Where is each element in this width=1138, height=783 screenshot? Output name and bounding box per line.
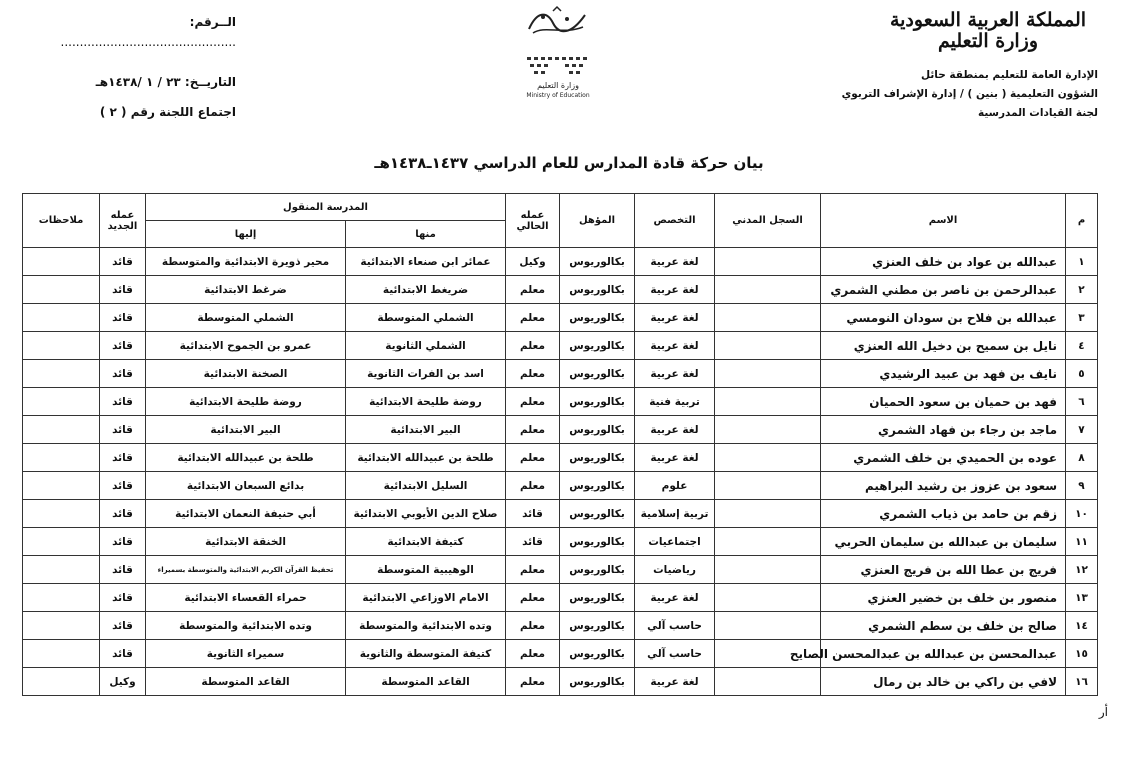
cell-new-job: قائد bbox=[100, 360, 146, 388]
table-row bbox=[23, 360, 1098, 388]
cell-notes bbox=[23, 556, 100, 584]
cell-specialty: حاسب آلي bbox=[635, 640, 715, 668]
ministry-of-education-logo-icon bbox=[523, 55, 593, 77]
cell-specialty: لغة عربية bbox=[635, 304, 715, 332]
cell-name: عوده بن الحميدي بن خلف الشمري bbox=[821, 444, 1066, 472]
header-num: م bbox=[1066, 194, 1098, 248]
cell-civil bbox=[715, 332, 821, 360]
cell-civil bbox=[715, 360, 821, 388]
cell-num: ٢ bbox=[1066, 276, 1098, 304]
cell-from: طلحة بن عبيدالله الابتدائية bbox=[346, 444, 506, 472]
cell-notes bbox=[23, 584, 100, 612]
cell-qualification: بكالوريوس bbox=[560, 388, 635, 416]
cell-qualification: بكالوريوس bbox=[560, 668, 635, 696]
cell-to: الخنقة الابتدائية bbox=[146, 528, 346, 556]
table-row bbox=[23, 528, 1098, 556]
cell-qualification: بكالوريوس bbox=[560, 528, 635, 556]
table-row bbox=[23, 388, 1098, 416]
cell-qualification: بكالوريوس bbox=[560, 248, 635, 276]
cell-name: صالح بن خلف بن سطم الشمري bbox=[821, 612, 1066, 640]
cell-notes bbox=[23, 668, 100, 696]
meeting-number: اجتماع اللجنة رقم ( ٢ ) bbox=[99, 105, 236, 119]
cell-new-job: قائد bbox=[100, 332, 146, 360]
cell-new-job: قائد bbox=[100, 388, 146, 416]
cell-notes bbox=[23, 304, 100, 332]
table-row bbox=[23, 444, 1098, 472]
cell-num: ٦ bbox=[1066, 388, 1098, 416]
cell-new-job: قائد bbox=[100, 444, 146, 472]
cell-to: البير الابتدائية bbox=[146, 416, 346, 444]
reference-dots: .............................................. bbox=[60, 35, 236, 49]
cell-new-job: قائد bbox=[100, 276, 146, 304]
cell-num: ١ bbox=[1066, 248, 1098, 276]
header-new-job bbox=[100, 194, 146, 248]
header-new-job-line2: الجديد bbox=[107, 220, 138, 232]
cell-to: أبي حنيفة النعمان الابتدائية bbox=[146, 500, 346, 528]
cell-new-job: قائد bbox=[100, 528, 146, 556]
cell-qualification: بكالوريوس bbox=[560, 472, 635, 500]
cell-name: نايل بن سميح بن دخيل الله العنزي bbox=[821, 332, 1066, 360]
cell-from: الوهيبية المتوسطة bbox=[346, 556, 506, 584]
cell-specialty: تربية إسلامية bbox=[635, 500, 715, 528]
header-to: إليها bbox=[146, 221, 346, 248]
header-line-3: لجنة القيادات المدرسية bbox=[977, 107, 1098, 119]
cell-to: الشملي المتوسطة bbox=[146, 304, 346, 332]
cell-qualification: بكالوريوس bbox=[560, 332, 635, 360]
logo-english-caption: Ministry of Education bbox=[526, 92, 590, 99]
cell-new-job: وكيل bbox=[100, 668, 146, 696]
cell-current-job: معلم bbox=[506, 472, 560, 500]
cell-to: محير ذويرة الابتدائية والمتوسطة bbox=[146, 248, 346, 276]
cell-specialty: لغة عربية bbox=[635, 332, 715, 360]
table-row bbox=[23, 416, 1098, 444]
cell-specialty: لغة عربية bbox=[635, 668, 715, 696]
header-name: الاسم bbox=[821, 194, 1066, 248]
cell-current-job: معلم bbox=[506, 556, 560, 584]
cell-to: بدائع السبعان الابتدائية bbox=[146, 472, 346, 500]
cell-current-job: معلم bbox=[506, 276, 560, 304]
cell-num: ١٣ bbox=[1066, 584, 1098, 612]
cell-qualification: بكالوريوس bbox=[560, 612, 635, 640]
cell-current-job: معلم bbox=[506, 360, 560, 388]
signature-mark: ﺃﺭ bbox=[1098, 705, 1108, 719]
cell-name: فهد بن حميان بن سعود الحميان bbox=[821, 388, 1066, 416]
cell-name: نايف بن فهد بن عبيد الرشيدي bbox=[821, 360, 1066, 388]
date-label: التاريــخ: bbox=[184, 75, 236, 89]
cell-notes bbox=[23, 248, 100, 276]
header-new-job-line1: عمله bbox=[110, 209, 135, 221]
cell-new-job: قائد bbox=[100, 612, 146, 640]
header-line-1: الإدارة العامة للتعليم بمنطقة حائل bbox=[920, 69, 1098, 81]
cell-to: القاعد المتوسطة bbox=[146, 668, 346, 696]
cell-specialty: لغة عربية bbox=[635, 444, 715, 472]
cell-new-job: قائد bbox=[100, 500, 146, 528]
cell-name: عبدالمحسن بن عبدالله بن عبدالمحسن الصايح bbox=[821, 640, 1066, 668]
header-from: منها bbox=[346, 221, 506, 248]
cell-new-job: قائد bbox=[100, 584, 146, 612]
cell-current-job: قائد bbox=[506, 528, 560, 556]
header-current-job bbox=[506, 194, 560, 248]
cell-from: السليل الابتدائية bbox=[346, 472, 506, 500]
cell-specialty: لغة عربية bbox=[635, 248, 715, 276]
cell-notes bbox=[23, 528, 100, 556]
cell-new-job: قائد bbox=[100, 472, 146, 500]
cell-new-job: قائد bbox=[100, 248, 146, 276]
header-qualification: المؤهل bbox=[560, 194, 635, 248]
cell-from: الامام الاوزاعي الابتدائية bbox=[346, 584, 506, 612]
cell-to: حمراء القعساء الابتدائية bbox=[146, 584, 346, 612]
cell-current-job: معلم bbox=[506, 332, 560, 360]
cell-num: ٧ bbox=[1066, 416, 1098, 444]
cell-num: ١٤ bbox=[1066, 612, 1098, 640]
cell-new-job: قائد bbox=[100, 304, 146, 332]
transfers-table bbox=[22, 193, 1098, 696]
cell-num: ٤ bbox=[1066, 332, 1098, 360]
cell-to: الصخنة الابتدائية bbox=[146, 360, 346, 388]
cell-new-job: قائد bbox=[100, 556, 146, 584]
header-specialty: التخصص bbox=[635, 194, 715, 248]
vision-2030-logo-icon bbox=[523, 5, 593, 41]
cell-to: عمرو بن الجموح الابتدائية bbox=[146, 332, 346, 360]
cell-num: ١٥ bbox=[1066, 640, 1098, 668]
cell-name: سليمان بن عبدالله بن سليمان الحربي bbox=[821, 528, 1066, 556]
ministry-name-line1: المملكة العربية السعودية bbox=[889, 9, 1087, 31]
table-row bbox=[23, 668, 1098, 696]
ministry-header bbox=[798, 10, 1098, 123]
cell-from: عمائر ابن صنعاء الابتدائية bbox=[346, 248, 506, 276]
cell-current-job: معلم bbox=[506, 612, 560, 640]
cell-qualification: بكالوريوس bbox=[560, 584, 635, 612]
cell-from: كتيفة الابتدائية bbox=[346, 528, 506, 556]
date-value: ٢٣ / ١ /١٤٣٨هـ bbox=[95, 75, 181, 89]
cell-civil bbox=[715, 444, 821, 472]
cell-num: ١١ bbox=[1066, 528, 1098, 556]
cell-notes bbox=[23, 276, 100, 304]
header-civil-record: السجل المدني bbox=[715, 194, 821, 248]
cell-qualification: بكالوريوس bbox=[560, 304, 635, 332]
cell-name: عبدالله بن عواد بن خلف العنزي bbox=[821, 248, 1066, 276]
cell-name: سعود بن عزوز بن رشيد البراهيم bbox=[821, 472, 1066, 500]
ministry-calligraphy bbox=[888, 10, 1088, 52]
cell-qualification: بكالوريوس bbox=[560, 276, 635, 304]
cell-notes bbox=[23, 360, 100, 388]
cell-notes bbox=[23, 640, 100, 668]
cell-name: فريج بن عطا الله بن فريج العنزي bbox=[821, 556, 1066, 584]
reference-label: الــرقم: bbox=[189, 15, 236, 29]
table-row bbox=[23, 556, 1098, 584]
cell-specialty: اجتماعيات bbox=[635, 528, 715, 556]
cell-num: ٩ bbox=[1066, 472, 1098, 500]
cell-qualification: بكالوريوس bbox=[560, 416, 635, 444]
cell-notes bbox=[23, 332, 100, 360]
cell-notes bbox=[23, 612, 100, 640]
header-current-job-line1: عمله bbox=[520, 209, 545, 221]
cell-current-job: معلم bbox=[506, 668, 560, 696]
table-row bbox=[23, 472, 1098, 500]
header-current-job-line2: الحالي bbox=[516, 220, 549, 232]
cell-qualification: بكالوريوس bbox=[560, 640, 635, 668]
cell-specialty: تربية فنية bbox=[635, 388, 715, 416]
cell-civil bbox=[715, 388, 821, 416]
cell-from: وتده الابتدائية والمتوسطة bbox=[346, 612, 506, 640]
cell-current-job: معلم bbox=[506, 444, 560, 472]
cell-civil bbox=[715, 584, 821, 612]
cell-civil bbox=[715, 668, 821, 696]
cell-to: وتده الابتدائية والمتوسطة bbox=[146, 612, 346, 640]
cell-num: ٣ bbox=[1066, 304, 1098, 332]
ministry-name-line2: وزارة التعليم bbox=[937, 30, 1038, 52]
cell-current-job: معلم bbox=[506, 640, 560, 668]
cell-to: تحفيظ القرآن الكريم الابتدائية والمتوسطة بسميراء bbox=[146, 556, 346, 584]
logo-block bbox=[498, 5, 618, 101]
cell-from: الشملي الثانوية bbox=[346, 332, 506, 360]
cell-num: ١٢ bbox=[1066, 556, 1098, 584]
table-row bbox=[23, 500, 1098, 528]
cell-num: ٥ bbox=[1066, 360, 1098, 388]
cell-name: عبدالرحمن بن ناصر بن مطني الشمري bbox=[821, 276, 1066, 304]
cell-to: روضة طليحة الابتدائية bbox=[146, 388, 346, 416]
cell-from: صلاح الدين الأيوبي الابتدائية bbox=[346, 500, 506, 528]
cell-name: ماجد بن رجاء بن فهاد الشمري bbox=[821, 416, 1066, 444]
cell-current-job: وكيل bbox=[506, 248, 560, 276]
cell-current-job: معلم bbox=[506, 388, 560, 416]
cell-civil bbox=[715, 276, 821, 304]
cell-to: سميراء الثانوية bbox=[146, 640, 346, 668]
cell-new-job: قائد bbox=[100, 640, 146, 668]
table-row bbox=[23, 584, 1098, 612]
cell-from: الشملي المتوسطة bbox=[346, 304, 506, 332]
cell-from: كتيفة المتوسطة والثانوية bbox=[346, 640, 506, 668]
cell-notes bbox=[23, 416, 100, 444]
logo-arabic-caption: وزارة التعليم bbox=[537, 81, 579, 90]
reference-block bbox=[16, 12, 236, 122]
cell-num: ١٠ bbox=[1066, 500, 1098, 528]
cell-specialty: حاسب آلي bbox=[635, 612, 715, 640]
header-line-2: الشؤون التعليمية ( بنين ) / إدارة الإشراف التربوي bbox=[841, 88, 1098, 100]
cell-name: زقم بن حامد بن ذياب الشمري bbox=[821, 500, 1066, 528]
cell-to: ضرغط الابتدائية bbox=[146, 276, 346, 304]
cell-specialty: لغة عربية bbox=[635, 276, 715, 304]
cell-civil bbox=[715, 612, 821, 640]
table-row bbox=[23, 640, 1098, 668]
cell-specialty: علوم bbox=[635, 472, 715, 500]
cell-num: ٨ bbox=[1066, 444, 1098, 472]
cell-notes bbox=[23, 472, 100, 500]
cell-from: روضة طليحة الابتدائية bbox=[346, 388, 506, 416]
cell-num: ١٦ bbox=[1066, 668, 1098, 696]
cell-from: البير الابتدائية bbox=[346, 416, 506, 444]
table-row bbox=[23, 612, 1098, 640]
cell-name: عبدالله بن فلاح بن سودان النومسي bbox=[821, 304, 1066, 332]
cell-civil bbox=[715, 304, 821, 332]
cell-civil bbox=[715, 528, 821, 556]
cell-qualification: بكالوريوس bbox=[560, 360, 635, 388]
cell-notes bbox=[23, 500, 100, 528]
header-notes: ملاحظات bbox=[23, 194, 100, 248]
cell-civil bbox=[715, 416, 821, 444]
reference-number-line bbox=[16, 12, 236, 52]
cell-current-job: قائد bbox=[506, 500, 560, 528]
cell-specialty: لغة عربية bbox=[635, 584, 715, 612]
cell-specialty: لغة عربية bbox=[635, 360, 715, 388]
table-row bbox=[23, 304, 1098, 332]
cell-qualification: بكالوريوس bbox=[560, 500, 635, 528]
cell-civil bbox=[715, 556, 821, 584]
cell-specialty: رياضيات bbox=[635, 556, 715, 584]
cell-notes bbox=[23, 444, 100, 472]
cell-from: اسد بن الفرات الثانوية bbox=[346, 360, 506, 388]
table-body bbox=[23, 248, 1098, 696]
table-row bbox=[23, 248, 1098, 276]
cell-civil bbox=[715, 248, 821, 276]
date-line bbox=[16, 72, 236, 92]
cell-civil bbox=[715, 472, 821, 500]
table-row bbox=[23, 332, 1098, 360]
cell-qualification: بكالوريوس bbox=[560, 444, 635, 472]
header-school-group: المدرسة المنقول bbox=[146, 194, 506, 221]
cell-name: منصور بن خلف بن خضير العنزي bbox=[821, 584, 1066, 612]
cell-to: طلحة بن عبيدالله الابتدائية bbox=[146, 444, 346, 472]
cell-from: القاعد المتوسطة bbox=[346, 668, 506, 696]
cell-from: ضريغط الابتدائية bbox=[346, 276, 506, 304]
cell-name: لافي بن راكي بن خالد بن رمال bbox=[821, 668, 1066, 696]
cell-civil bbox=[715, 500, 821, 528]
document-title: بيان حركة قادة المدارس للعام الدراسي ١٤٣٧ـ١٤٣٨هـ bbox=[374, 154, 764, 172]
cell-new-job: قائد bbox=[100, 416, 146, 444]
cell-notes bbox=[23, 388, 100, 416]
cell-current-job: معلم bbox=[506, 416, 560, 444]
cell-current-job: معلم bbox=[506, 584, 560, 612]
cell-current-job: معلم bbox=[506, 304, 560, 332]
cell-specialty: لغة عربية bbox=[635, 416, 715, 444]
cell-qualification: بكالوريوس bbox=[560, 556, 635, 584]
table-row bbox=[23, 276, 1098, 304]
